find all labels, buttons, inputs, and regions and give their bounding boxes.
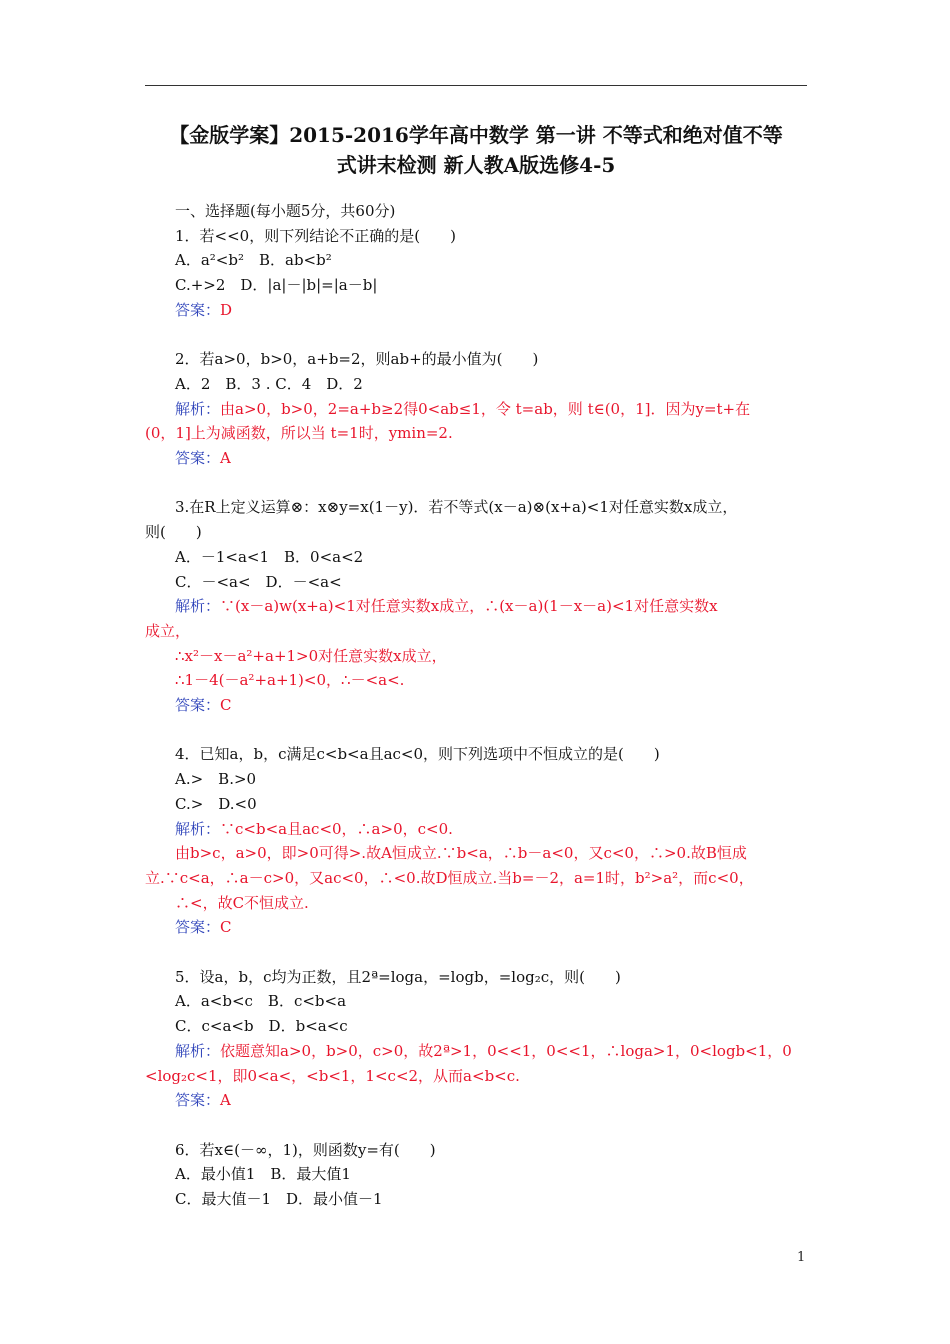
question-2-stem: 2．若a>0，b>0，a+b=2，则ab+的最小值为( ): [175, 350, 539, 369]
analysis-label: 解析：: [175, 819, 221, 838]
analysis-label: 解析：: [175, 597, 221, 616]
question-2-analysis: 解析：由a>0，b>0，2=a+b≥2得0<ab≤1，令 t=ab，则 t∈(0，1]．因为y=t+在: [175, 399, 751, 418]
question-4-answer: 答案：C: [175, 918, 232, 937]
question-1-option-row: C.+>2 D．|a|－|b|=|a－b|: [175, 276, 378, 295]
analysis-label: 解析：: [175, 1041, 221, 1060]
answer-label: 答案：: [175, 300, 221, 319]
question-3-analysis: 解析：∵(x－a)w(x+a)<1对任意实数x成立，∴(x－a)(1－x－a)<1对任意实数x: [175, 597, 718, 616]
question-1-stem: 1．若<<0，则下列结论不正确的是( ): [175, 226, 456, 245]
question-3-analysis: ∴1－4(－a²+a+1)<0，∴－<a<.: [175, 671, 405, 690]
question-3-option-row: C．－<a< D．－<a<: [175, 572, 342, 591]
section-heading: 一、选择题(每小题5分，共60分): [175, 202, 396, 220]
question-1-answer: 答案：D: [175, 300, 233, 319]
question-4-option-row: C.> D.<0: [175, 794, 257, 813]
question-2-answer: 答案：A: [175, 449, 231, 468]
question-3-analysis: ∴x²－x－a²+a+1>0对任意实数x成立，: [175, 646, 447, 665]
document-title: [140, 120, 812, 180]
question-6-option-row: C．最大值－1 D．最小值－1: [175, 1190, 383, 1209]
question-4-analysis: ∴<，故C不恒成立.: [175, 893, 309, 912]
question-5-option-row: A．a<b<c B．c<b<a: [175, 992, 347, 1011]
question-6-option-row: A．最小值1 B．最大值1: [175, 1165, 351, 1184]
question-4-analysis: 解析：∵c<b<a且ac<0，∴a>0，c<0.: [175, 819, 453, 838]
question-3-answer: 答案：C: [175, 696, 232, 715]
question-5-option-row: C．c<a<b D．b<a<c: [175, 1017, 348, 1036]
page-number: 1: [797, 1250, 806, 1265]
answer-label: 答案：: [175, 449, 221, 468]
question-3-stem: 则( ): [145, 523, 202, 542]
question-3-analysis: 成立，: [145, 621, 191, 640]
answer-label: 答案：: [175, 696, 221, 715]
question-2-analysis: (0，1]上为减函数，所以当 t=1时，ymin=2.: [145, 424, 453, 443]
answer-label: 答案：: [175, 918, 221, 937]
question-5-analysis: <log₂c<1，即0<a<，<b<1，1<c<2，从而a<b<c.: [145, 1066, 520, 1085]
question-3-stem: 3.在R上定义运算⊗：x⊗y=x(1－y)．若不等式(x－a)⊗(x+a)<1对任意实数x成立，: [175, 498, 738, 517]
header-rule: [145, 85, 807, 86]
question-4-analysis: 由b>c，a>0，即>0可得>.故A恒成立.∵b<a，∴b－a<0，又c<0，∴>0.故B恒成: [175, 844, 747, 863]
answer-label: 答案：: [175, 1091, 221, 1110]
question-4-stem: 4．已知a，b，c满足c<b<a且ac<0，则下列选项中不恒成立的是( ): [175, 745, 660, 764]
question-2-option-row: A．2 B．3 . C．4 D．2: [175, 374, 363, 393]
title-line-1: 【金版学案】2015-2016学年高中数学 第一讲 不等式和绝对值不等: [169, 123, 783, 147]
analysis-label: 解析：: [175, 399, 221, 418]
question-4-option-row: A.> B.>0: [175, 770, 257, 789]
question-6-stem: 6．若x∈(－∞，1)，则函数y=有( ): [175, 1140, 436, 1159]
question-1-option-row: A．a²<b² B．ab<b²: [175, 251, 332, 270]
question-5-answer: 答案：A: [175, 1091, 231, 1110]
question-3-option-row: A．－1<a<1 B．0<a<2: [175, 547, 364, 566]
question-4-analysis: 立.∵c<a，∴a－c>0，又ac<0，∴<0.故D恒成立.当b=－2，a=1时，b²>a²，而c<0，: [145, 868, 754, 887]
question-5-stem: 5．设a，b，c均为正数，且2ª=loga，=logb，=log₂c，则( ): [175, 967, 621, 986]
question-list: [145, 199, 807, 1212]
question-5-analysis: 解析：依题意知a>0，b>0，c>0，故2ª>1，0<<1，0<<1，∴loga>1，0<logb<1，0: [175, 1041, 792, 1060]
title-line-2: 式讲末检测 新人教A版选修4-5: [336, 153, 616, 177]
